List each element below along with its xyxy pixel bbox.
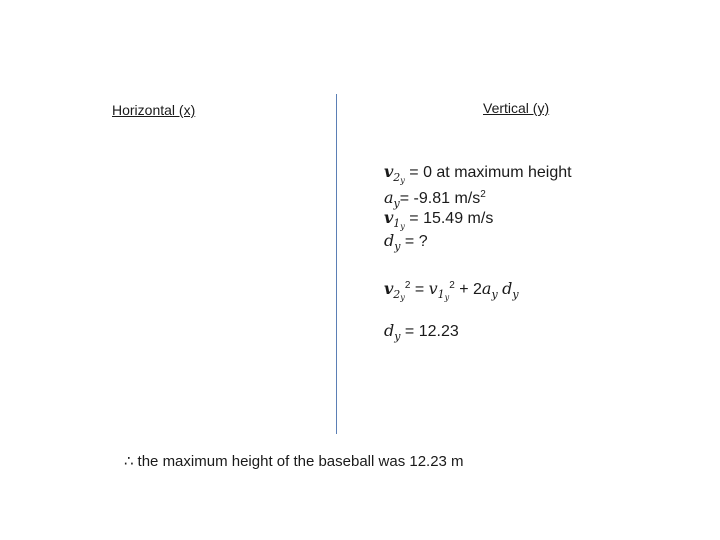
symbol-d: d: [384, 321, 395, 340]
subscript-2: 2: [393, 171, 401, 184]
subscript-y: y: [400, 176, 405, 185]
symbol-d: d: [384, 231, 395, 250]
square-exponent: 2: [404, 280, 411, 291]
symbol-v: v: [428, 279, 438, 298]
equation-displacement-unknown: [384, 232, 428, 256]
eq1-text: = 0 at maximum height: [404, 164, 572, 181]
eq3-text: = 15.49 m/s: [404, 210, 494, 227]
vertical-heading: Vertical (y): [483, 100, 550, 116]
conclusion-statement: [124, 452, 464, 470]
subscript-y: y: [394, 330, 401, 343]
symbol-a: a: [384, 188, 394, 207]
eq2-text: = -9.81 m/s: [399, 190, 481, 207]
subscript-y: y: [394, 240, 401, 253]
horizontal-heading: Horizontal (x): [112, 102, 196, 118]
subscript-y: y: [444, 293, 450, 302]
eq6-text: = 12.23: [400, 323, 459, 340]
unit-exponent: 2: [480, 189, 486, 200]
subscript-1: 1: [393, 217, 401, 230]
subscript-y: y: [512, 288, 519, 301]
conclusion-text: the maximum height of the baseball was 12.23 m: [137, 453, 464, 470]
column-divider: [336, 94, 337, 434]
eq4-text: = ?: [400, 233, 428, 250]
subscript-y: y: [400, 293, 405, 302]
square-exponent: 2: [449, 280, 455, 291]
symbol-v: v: [384, 279, 394, 298]
subscript-y: y: [393, 197, 400, 210]
eq5-equals: =: [410, 281, 429, 298]
subscript-y: y: [400, 222, 405, 231]
symbol-v: v: [384, 208, 394, 227]
therefore-symbol: ∴: [124, 453, 134, 470]
equation-displacement-result: [384, 322, 459, 346]
eq5-plus: +: [454, 281, 473, 298]
symbol-v: v: [384, 162, 394, 181]
subscript-y: y: [491, 288, 498, 301]
subscript-2: 2: [393, 288, 401, 301]
subscript-1: 1: [437, 288, 445, 301]
coefficient: 2: [473, 281, 482, 298]
equation-kinematic: [384, 277, 519, 307]
symbol-a: a: [481, 279, 492, 298]
symbol-d: d: [502, 279, 513, 298]
